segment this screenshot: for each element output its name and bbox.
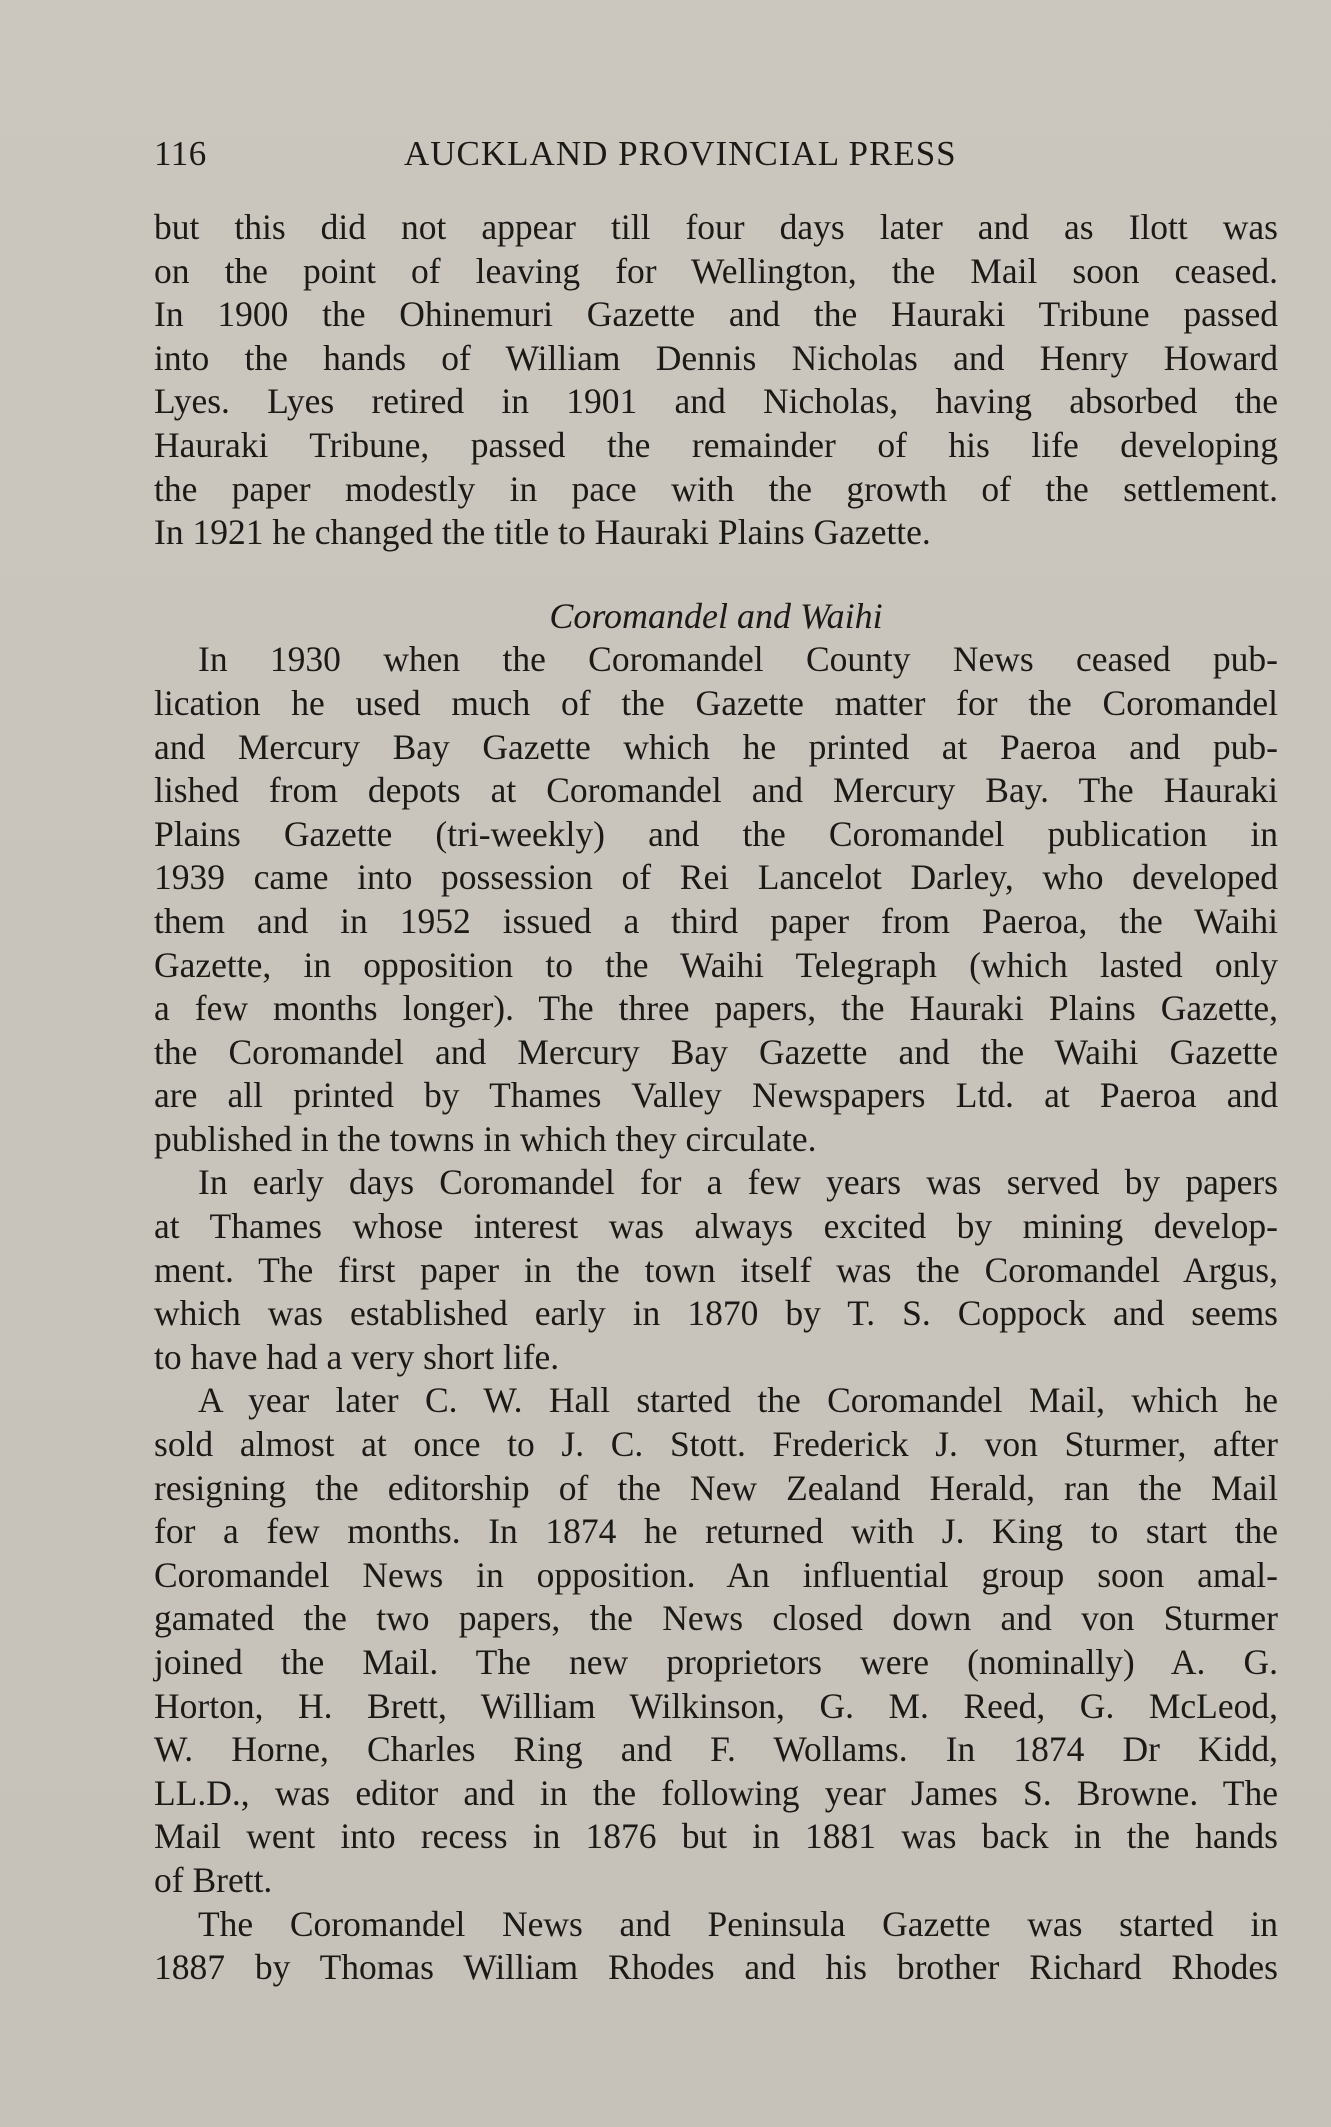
paragraph bbox=[154, 1379, 1278, 1902]
running-title: AUCKLAND PROVINCIAL PRESS bbox=[404, 134, 957, 173]
text-line: sold almost at once to J. C. Stott. Frederick J. von Sturmer, after bbox=[154, 1424, 1278, 1465]
text-line: published in the towns in which they circulate. bbox=[154, 1118, 817, 1159]
text-line: Lyes. Lyes retired in 1901 and Nicholas, having absorbed the bbox=[154, 381, 1278, 422]
text-line: In early days Coromandel for a few years was served by papers bbox=[198, 1162, 1278, 1203]
text-line: at Thames whose interest was always excited by mining develop- bbox=[154, 1206, 1278, 1247]
text-line: resigning the editorship of the New Zealand Herald, ran the Mail bbox=[154, 1467, 1278, 1508]
text-line: W. Horne, Charles Ring and F. Wollams. In 1874 Dr Kidd, bbox=[154, 1729, 1278, 1770]
text-line: them and in 1952 issued a third paper from Paeroa, the Waihi bbox=[154, 900, 1278, 941]
text-line: lication he used much of the Gazette matter for the Coromandel bbox=[154, 682, 1278, 723]
section-heading: Coromandel and Waihi bbox=[549, 595, 883, 636]
paragraph bbox=[154, 1161, 1278, 1379]
paragraph bbox=[154, 638, 1278, 1161]
text-line: for a few months. In 1874 he returned with J. King to start the bbox=[154, 1511, 1278, 1552]
text-line: a few months longer). The three papers, the Hauraki Plains Gazette, bbox=[154, 988, 1278, 1029]
text-line: into the hands of William Dennis Nicholas and Henry Howard bbox=[154, 337, 1278, 378]
paragraph bbox=[154, 206, 1278, 555]
paragraph bbox=[154, 1903, 1278, 1990]
text-line: of Brett. bbox=[154, 1859, 273, 1900]
page-number: 116 bbox=[154, 134, 207, 173]
text-line: and Mercury Bay Gazette which he printed at Paeroa and pub- bbox=[154, 726, 1278, 767]
text-line: The Coromandel News and Peninsula Gazette was started in bbox=[198, 1903, 1278, 1944]
text-line: In 1930 when the Coromandel County News ceased pub- bbox=[198, 639, 1278, 680]
text-line: but this did not appear till four days later and as Ilott was bbox=[154, 207, 1278, 247]
text-line: gamated the two papers, the News closed down and von Sturmer bbox=[154, 1598, 1278, 1639]
text-line: the paper modestly in pace with the growth of the settlement. bbox=[154, 468, 1278, 509]
text-line: Horton, H. Brett, William Wilkinson, G. M. Reed, G. McLeod, bbox=[154, 1685, 1278, 1726]
running-head bbox=[154, 132, 1274, 176]
text-line: 1939 came into possession of Rei Lancelot Darley, who developed bbox=[154, 857, 1278, 898]
text-line: ment. The first paper in the town itself was the Coromandel Argus, bbox=[154, 1249, 1278, 1290]
text-line: In 1921 he changed the title to Hauraki Plains Gazette. bbox=[154, 512, 931, 553]
text-line: joined the Mail. The new proprietors were (nominally) A. G. bbox=[154, 1642, 1278, 1682]
text-line: Coromandel News in opposition. An influential group soon amal- bbox=[154, 1554, 1278, 1595]
text-line: Mail went into recess in 1876 but in 1881 was back in the hands bbox=[154, 1816, 1278, 1857]
text-line: In 1900 the Ohinemuri Gazette and the Hauraki Tribune passed bbox=[154, 294, 1278, 335]
text-line: Gazette, in opposition to the Waihi Telegraph (which lasted only bbox=[154, 944, 1278, 985]
text-line: which was established early in 1870 by T. S. Coppock and seems bbox=[154, 1293, 1278, 1334]
text-line: LL.D., was editor and in the following year James S. Browne. The bbox=[154, 1772, 1278, 1813]
text-line: Hauraki Tribune, passed the remainder of his life developing bbox=[154, 424, 1278, 465]
text-line: lished from depots at Coromandel and Mercury Bay. The Hauraki bbox=[154, 770, 1278, 811]
text-line: on the point of leaving for Wellington, the Mail soon ceased. bbox=[154, 250, 1278, 291]
text-line: 1887 by Thomas William Rhodes and his brother Richard Rhodes bbox=[154, 1947, 1278, 1988]
text-line: A year later C. W. Hall started the Coromandel Mail, which he bbox=[198, 1380, 1278, 1421]
body-text bbox=[154, 206, 1278, 1990]
text-line: Plains Gazette (tri-weekly) and the Coromandel publication in bbox=[154, 813, 1278, 854]
text-line: the Coromandel and Mercury Bay Gazette and the Waihi Gazette bbox=[154, 1031, 1278, 1072]
text-line: to have had a very short life. bbox=[154, 1336, 560, 1377]
text-line: are all printed by Thames Valley Newspapers Ltd. at Paeroa and bbox=[154, 1075, 1278, 1116]
